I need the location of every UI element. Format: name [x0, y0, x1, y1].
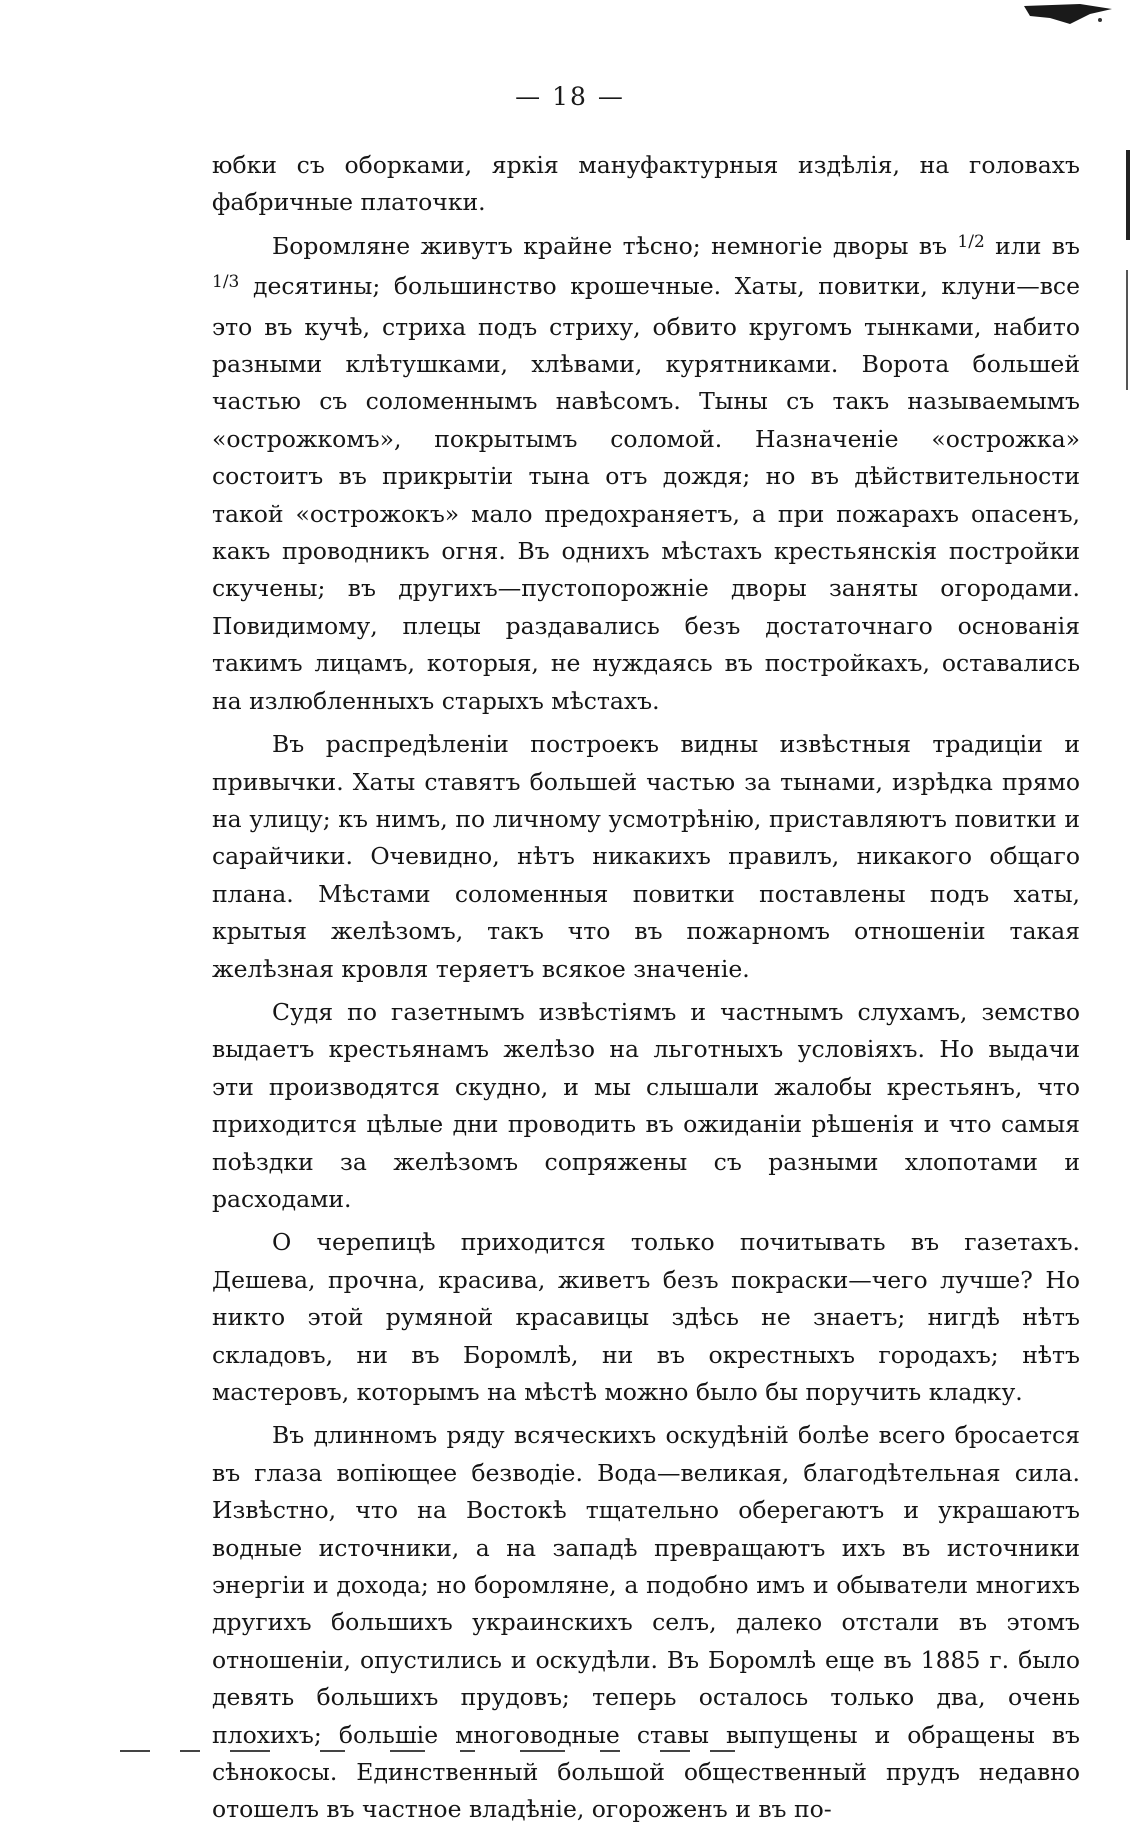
- paragraph: О черепицѣ приходится только почитывать въ газетахъ. Дешева, прочна, красива, живетъ безъ покраски—чего лучше? Но никто этой румяной красавицы здѣсь не знаетъ; нигдѣ нѣтъ складовъ, ни въ Боромлѣ, ни въ окрестныхъ городахъ; нѣтъ мастеровъ, которымъ на мѣстѣ можно было бы поручить кладку.: [212, 1228, 1080, 1406]
- fraction: 1/2: [957, 231, 985, 252]
- body-text: [212, 147, 1080, 1835]
- scan-edge-line: [1126, 150, 1130, 240]
- paragraph: Въ распредѣленіи построекъ видны извѣстныя традиціи и привычки. Хаты ставятъ большей частью за тынами, изрѣдка прямо на улицу; къ нимъ, по личному усмотрѣнію, приставляютъ повитки и сарайчики. Очевидно, нѣтъ никакихъ правилъ, никакого общаго плана. Мѣстами соломенныя повитки поставлены подъ хаты, крытыя желѣзомъ, такъ что въ пожарномъ отношеніи такая желѣзная кровля теряетъ всякое значеніе.: [212, 730, 1080, 983]
- paragraph: Въ длинномъ ряду всяческихъ оскудѣній болѣе всего бросается въ глаза вопіющее безводіе. Вода—великая, благодѣтельная сила. Извѣстно, что на Востокѣ тщательно оберегаютъ и украшаютъ водные источники, а на западѣ превращаютъ ихъ въ источники энергіи и дохода; но боромляне, а подобно имъ и обыватели многихъ другихъ большихъ украинскихъ селъ, далеко отстали въ этомъ отношеніи, опустились и оскудѣли. Въ Боромлѣ еще въ 1885 г. было девять большихъ прудовъ; теперь осталось только два, очень плохихъ; большіе многоводные ставы выпущены и обращены въ сѣнокосы. Единственный большой общественный прудъ недавно отошелъ въ частное владѣніе, огороженъ и въ по-: [212, 1421, 1080, 1824]
- scan-smudge-mark: [1020, 0, 1120, 30]
- paragraph: Судя по газетнымъ извѣстіямъ и частнымъ слухамъ, земство выдаетъ крестьянамъ желѣзо на льготныхъ условіяхъ. Но выдачи эти производятся скудно, и мы слышали жалобы крестьянъ, что приходится цѣлые дни проводить въ ожиданіи рѣшенія и что самыя поѣздки за желѣзомъ сопряжены съ разными хлопотами и расходами.: [212, 997, 1080, 1213]
- page-number: — 18 —: [515, 82, 625, 111]
- scan-edge-line: [1126, 270, 1128, 390]
- scan-noise-dots: [120, 1748, 740, 1754]
- paragraph: Боромляне живутъ крайне тѣсно; немногіе дворы въ $^{1/2}$ или въ $^{1/3}$ десятины; большинство крошечные. Хаты, повитки, клуни—все это въ кучѣ, стриха подъ стриху, обвито кругомъ тынками, набито разными клѣтушками, хлѣвами, курятниками. Ворота большей частью съ соломеннымъ навѣсомъ. Тыны съ такъ называемымъ «острожкомъ», покрытымъ соломой. Назначеніе «острожка» состоитъ въ прикрытіи тына отъ дождя; но въ дѣйствительности такой «острожокъ» мало предохраняетъ, а при пожарахъ опасенъ, какъ проводникъ огня. Въ однихъ мѣстахъ крестьянскія постройки скучены; въ другихъ—пустопорожніе дворы заняты огородами. Повидимому, плецы раздавались безъ достаточнаго основанія такимъ лицамъ, которыя, не нуждаясь въ постройкахъ, оставались на излюбленныхъ старыхъ мѣстахъ.: [212, 231, 1080, 715]
- fraction: 1/3: [212, 272, 240, 293]
- paragraph: юбки съ оборками, яркія мануфактурныя издѣлія, на головахъ фабричные платочки.: [212, 151, 1080, 217]
